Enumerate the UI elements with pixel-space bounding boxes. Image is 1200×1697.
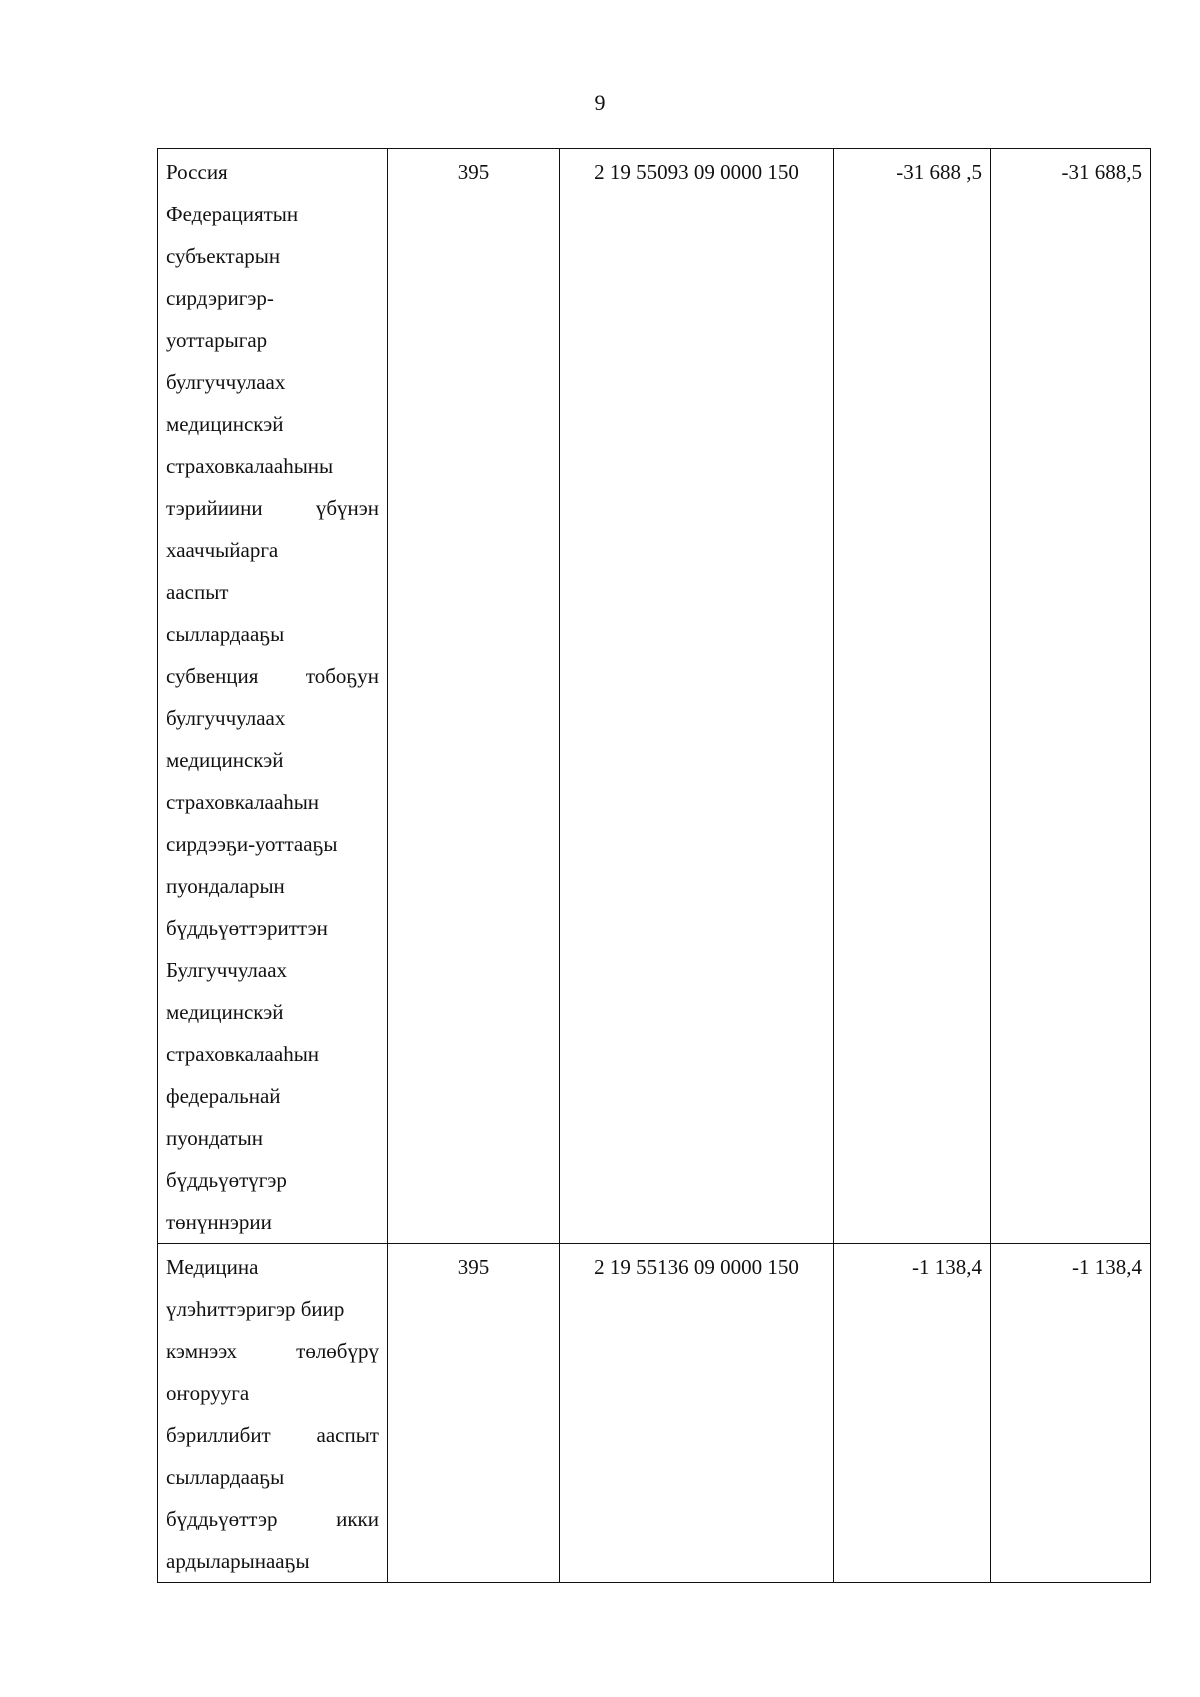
budget-table — [157, 148, 1151, 1583]
row-amount-2: -31 688,5 — [991, 149, 1151, 1244]
name-line: медицинскэй — [166, 412, 284, 436]
name-line: федеральнай — [166, 1084, 281, 1108]
name-line: субвенция тобоҕун — [166, 664, 379, 688]
row-amount-1: -31 688 ,5 — [834, 149, 991, 1244]
name-line: Федерациятын — [166, 202, 299, 226]
row-budget-code: 2 19 55093 09 0000 150 — [560, 149, 834, 1244]
name-line: төнүннэрии — [166, 1210, 272, 1234]
name-line: субъектарын — [166, 244, 281, 268]
name-line: бэриллибит ааспыт — [166, 1423, 379, 1447]
name-line: бүддьүөттэр икки — [166, 1507, 379, 1531]
name-line: сыллардааҕы — [166, 622, 285, 646]
name-line: ааспыт — [166, 580, 229, 604]
name-line: ардыларынааҕы — [166, 1549, 310, 1573]
name-line: Булгуччулаах — [166, 958, 288, 982]
name-line: страховкалааһын — [166, 1042, 320, 1066]
row-amount-2: -1 138,4 — [991, 1244, 1151, 1583]
row-admin-code: 395 — [388, 1244, 560, 1583]
name-line: страховкалааһын — [166, 790, 320, 814]
table-row — [158, 1244, 1151, 1583]
name-line: страховкалааһыны — [166, 454, 334, 478]
name-line: пуондаларын — [166, 874, 285, 898]
name-line: медицинскэй — [166, 748, 284, 772]
name-line: кэмнээх төлөбүрү — [166, 1339, 379, 1363]
name-line: пуондатын — [166, 1126, 263, 1150]
page-number: 9 — [594, 90, 606, 115]
name-line: булгуччулаах — [166, 370, 286, 394]
row-amount-1: -1 138,4 — [834, 1244, 991, 1583]
name-line: оҥорууга — [166, 1381, 250, 1405]
name-line: уоттарыгар — [166, 328, 268, 352]
name-line: сыллардааҕы — [166, 1465, 285, 1489]
table-row — [158, 149, 1151, 1244]
row-admin-code: 395 — [388, 149, 560, 1244]
name-line: тэрийиини үбүнэн — [166, 496, 379, 520]
row-name-cell — [158, 149, 388, 1244]
row-name-cell — [158, 1244, 388, 1583]
row-budget-code: 2 19 55136 09 0000 150 — [560, 1244, 834, 1583]
name-line: бүддьүөтүгэр — [166, 1168, 287, 1192]
name-line: сирдээҕи-уоттааҕы — [166, 832, 338, 856]
name-line: сирдэригэр- — [166, 286, 274, 310]
name-line: бүддьүөттэриттэн — [166, 916, 328, 940]
name-line: үлэһиттэригэр биир — [166, 1297, 345, 1321]
name-line: медицинскэй — [166, 1000, 284, 1024]
name-line: хааччыйарга — [166, 538, 279, 562]
name-line: булгуччулаах — [166, 706, 286, 730]
name-line: Медицина — [166, 1255, 259, 1279]
name-line: Россия — [166, 160, 228, 184]
